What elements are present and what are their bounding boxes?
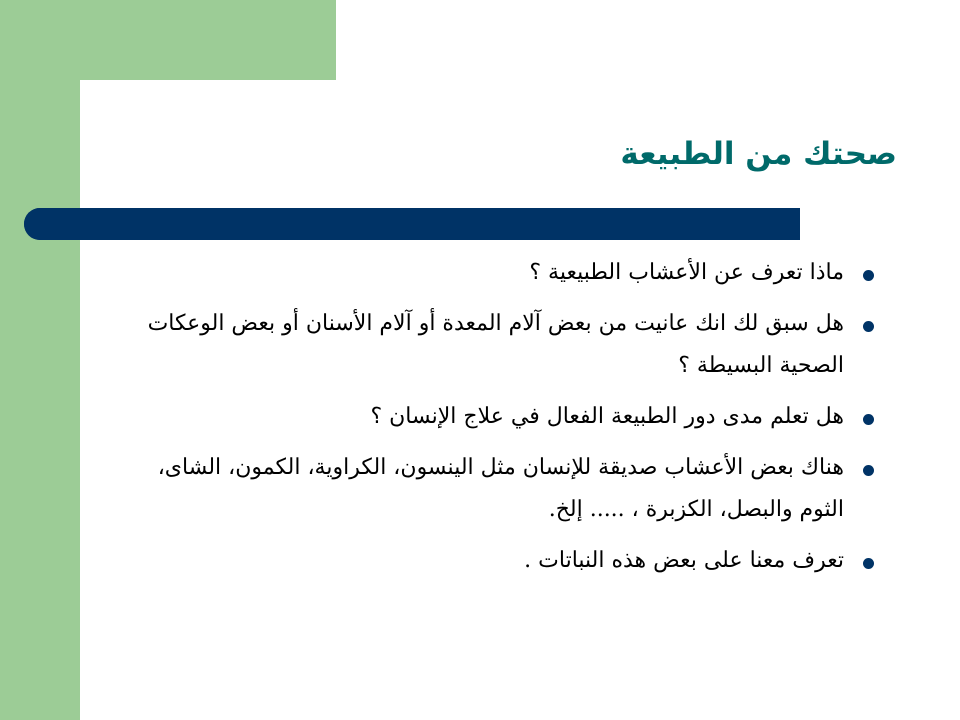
top-green-block [0,0,336,80]
bullet-dot-icon [863,321,874,332]
bullet-item [138,396,878,438]
bullet-list [138,252,878,591]
bullet-item [138,252,878,294]
bullet-text: ماذا تعرف عن الأعشاب الطبيعية ؟ [529,260,844,285]
bullet-item [138,447,878,531]
bullet-text: تعرف معنا على بعض هذه النباتات . [524,548,844,573]
left-green-band [0,0,80,720]
title-underline-bar [24,208,800,240]
slide-title: صحتك من الطبيعة [620,136,897,172]
bullet-item [138,303,878,387]
bullet-text: هل تعلم مدى دور الطبيعة الفعال في علاج الإنسان ؟ [370,404,844,429]
bullet-item [138,540,878,582]
bullet-dot-icon [863,465,874,476]
bullet-text: هناك بعض الأعشاب صديقة للإنسان مثل الينسون، الكراوية، الكمون، الشاى، الثوم والبصل، الكزبرة ، ..... إلخ. [157,455,844,522]
bullet-dot-icon [863,558,874,569]
bullet-text: هل سبق لك انك عانيت من بعض آلام المعدة أو آلام الأسنان أو بعض الوعكات الصحية البسيطة ؟ [147,311,844,378]
bullet-dot-icon [863,270,874,281]
bullet-dot-icon [863,414,874,425]
